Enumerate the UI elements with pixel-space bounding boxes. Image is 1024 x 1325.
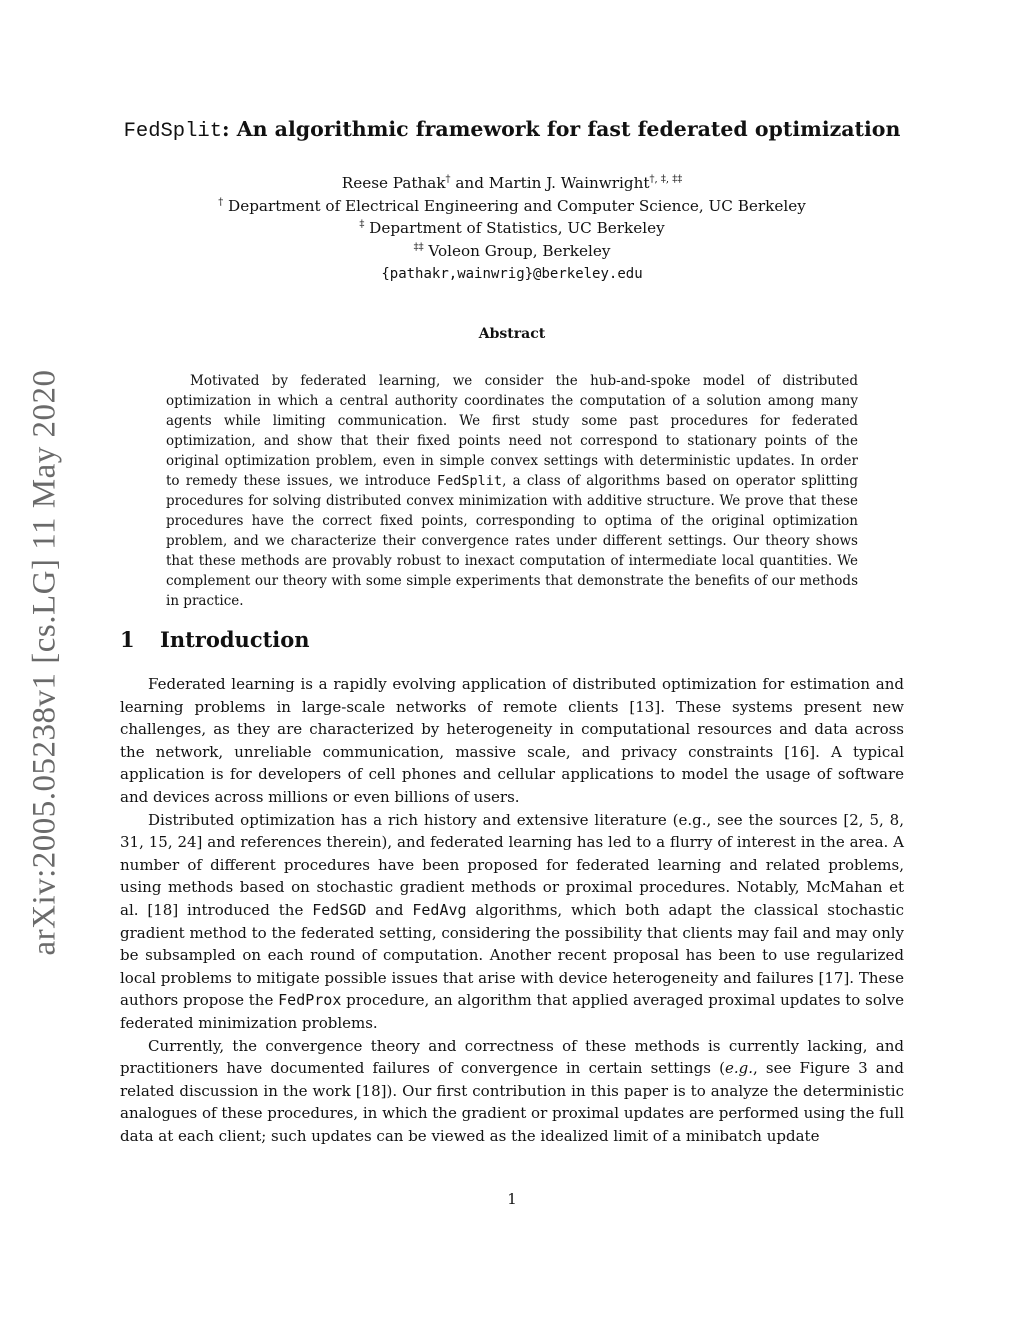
author-mark: †, ‡, ‡‡ xyxy=(649,174,683,185)
paragraph-part: Currently, the convergence theory and correctness of these methods is currently lacking, and practitioners have documented failures of convergence in certain settings ( xyxy=(120,1036,904,1078)
method-name: FedSGD xyxy=(312,900,367,919)
page-number: 1 xyxy=(507,1190,517,1208)
paragraph-part: and xyxy=(366,900,413,919)
section-number: 1 xyxy=(120,627,135,652)
affiliation-mark: † xyxy=(218,196,224,208)
paragraph xyxy=(120,1035,904,1148)
paragraph xyxy=(120,809,904,1035)
affiliation-mark: ‡‡ xyxy=(413,241,424,253)
affiliation-mark: ‡ xyxy=(359,219,365,230)
affiliation xyxy=(150,195,874,218)
paragraph-emphasis: e.g. xyxy=(724,1059,753,1078)
author-mark: † xyxy=(445,174,451,185)
author-connector: and xyxy=(450,174,489,192)
section-heading xyxy=(120,627,904,652)
author-line xyxy=(150,172,874,195)
affiliation-text: Department of Electrical Engineering and Computer Science, UC Berkeley xyxy=(223,196,806,215)
section-title: Introduction xyxy=(160,627,310,652)
arxiv-stamp-text: arXiv:2005.05238v1 [cs.LG] 11 May 2020 xyxy=(26,369,63,956)
email-text: {pathakr,wainwrig}@berkeley.edu xyxy=(381,266,643,282)
affiliation-text: Voleon Group, Berkeley xyxy=(423,241,611,260)
abstract-text xyxy=(166,371,858,611)
abstract-part: Motivated by federated learning, we consider the hub-and-spoke model of distributed optimization in which a central authority coordinates the computation of a solution among many agents while limiting communication. We first study some past procedures for federated optimization, and show that their fixed points need not correspond to stationary points of the original optimization problem, even in simple convex settings with deterministic updates. In order to remedy these issues, we introduce xyxy=(166,372,858,489)
paragraph-part: , see Figure 3 and related discussion in the work [18]). Our first contribution in this paper is to analyze the deterministic analogues of these procedures, in which the gradient or proximal updates are performed using the full data at each client; such updates can be viewed as the idealized limit of a minibatch update xyxy=(120,1059,905,1145)
arxiv-stamp xyxy=(20,0,70,1325)
abstract-heading: Abstract xyxy=(478,326,546,342)
title-rest: : An algorithmic framework for fast federated optimization xyxy=(222,117,901,141)
author-name: Reese Pathak xyxy=(341,174,446,192)
paragraph-part: procedure, an algorithm that applied averaged proximal updates to solve federated minimization problems. xyxy=(120,991,904,1032)
paper-title xyxy=(100,117,924,143)
author-block xyxy=(150,172,874,286)
paragraph: Federated learning is a rapidly evolving application of distributed optimization for estimation and learning problems in large-scale networks of remote clients [13]. These systems present new challenges, as they are characterized by heterogeneity in computational resources and data across the network, unreliable communication, massive scale, and privacy constraints [16]. A typical application is for developers of cell phones and cellular applications to model the usage of software and devices across millions or even billions of users. xyxy=(120,675,904,806)
paragraph-part: algorithms, which both adapt the classical stochastic gradient method to the federated setting, considering the possibility that clients may fail and may only be subsampled on each round of computation. Another recent proposal has been to use regularized local problems to mitigate possible issues that arise with device heterogeneity and failures [17]. These authors propose the xyxy=(120,900,904,1010)
abstract-part: , a class of algorithms based on operator splitting procedures for solving distributed convex minimization with additive structure. We prove that these procedures have the correct fixed points, corresponding to optima of the original optimization problem, and we characterize their convergence rates under different settings. Our theory shows that these methods are provably robust to inexact computation of intermediate local quantities. We complement our theory with some simple experiments that demonstrate the benefits of our methods in practice. xyxy=(166,472,858,609)
abstract-method-name: FedSplit xyxy=(437,472,503,489)
method-name: FedProx xyxy=(278,991,342,1010)
paragraph-part: Distributed optimization has a rich history and extensive literature (e.g., see the sources [2, 5, 8, 31, 15, 24] and references therein), and federated learning has led to a flurry of interest in the area. A number of different procedures have been proposed for federated learning and related problems, using methods based on stochastic gradient methods or proximal procedures. Notably, McMahan et al. [18] introduced the xyxy=(120,810,904,919)
affiliation xyxy=(150,240,874,263)
author-email xyxy=(150,262,874,286)
affiliation-text: Department of Statistics, UC Berkeley xyxy=(364,219,665,237)
method-name: FedAvg xyxy=(412,900,467,919)
body-text xyxy=(120,673,904,1147)
affiliation xyxy=(150,217,874,240)
author-name: Martin J. Wainwright xyxy=(488,174,650,192)
title-method-name: FedSplit xyxy=(123,120,223,143)
